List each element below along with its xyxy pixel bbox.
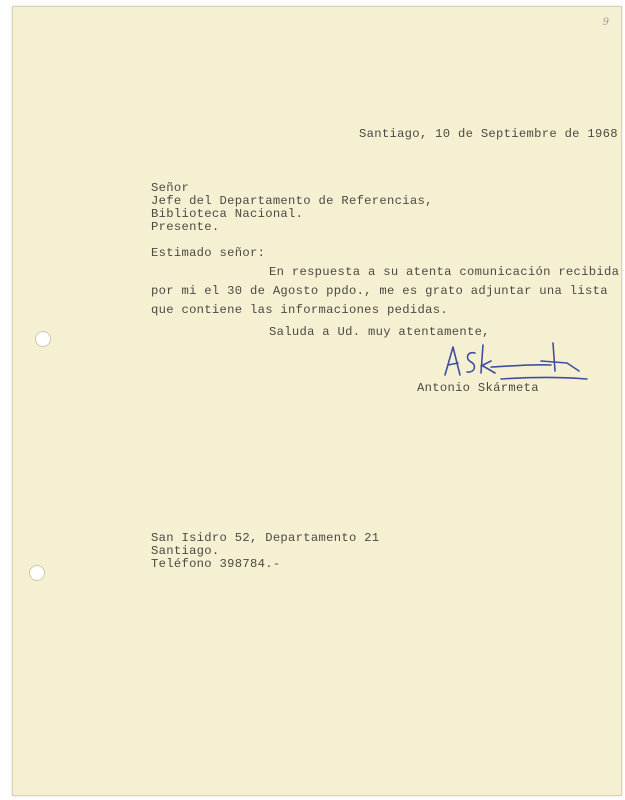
body-line: que contiene las informaciones pedidas. (151, 303, 448, 317)
address-line: Teléfono 398784.- (151, 557, 281, 571)
body-line: por mi el 30 de Agosto ppdo., me es grato adjuntar una lista (151, 284, 608, 298)
punch-hole-bottom (29, 565, 45, 581)
closing: Saluda a Ud. muy atentamente, (269, 325, 490, 339)
address-line: San Isidro 52, Departamento 21 (151, 531, 380, 545)
recipient-line: Jefe del Departamento de Referencias, (151, 194, 433, 208)
signer-name: Antonio Skármeta (417, 381, 539, 395)
address-line: Santiago. (151, 544, 220, 558)
recipient-line: Señor (151, 181, 190, 195)
letter-page (12, 6, 622, 796)
salutation: Estimado señor: (151, 246, 266, 260)
date-line: Santiago, 10 de Septiembre de 1968 (359, 127, 618, 141)
recipient-line: Presente. (151, 220, 220, 234)
punch-hole-top (35, 331, 51, 347)
recipient-line: Biblioteca Nacional. (151, 207, 304, 221)
page-number: 9 (602, 17, 609, 28)
body-line: En respuesta a su atenta comunicación recibida (269, 265, 620, 279)
